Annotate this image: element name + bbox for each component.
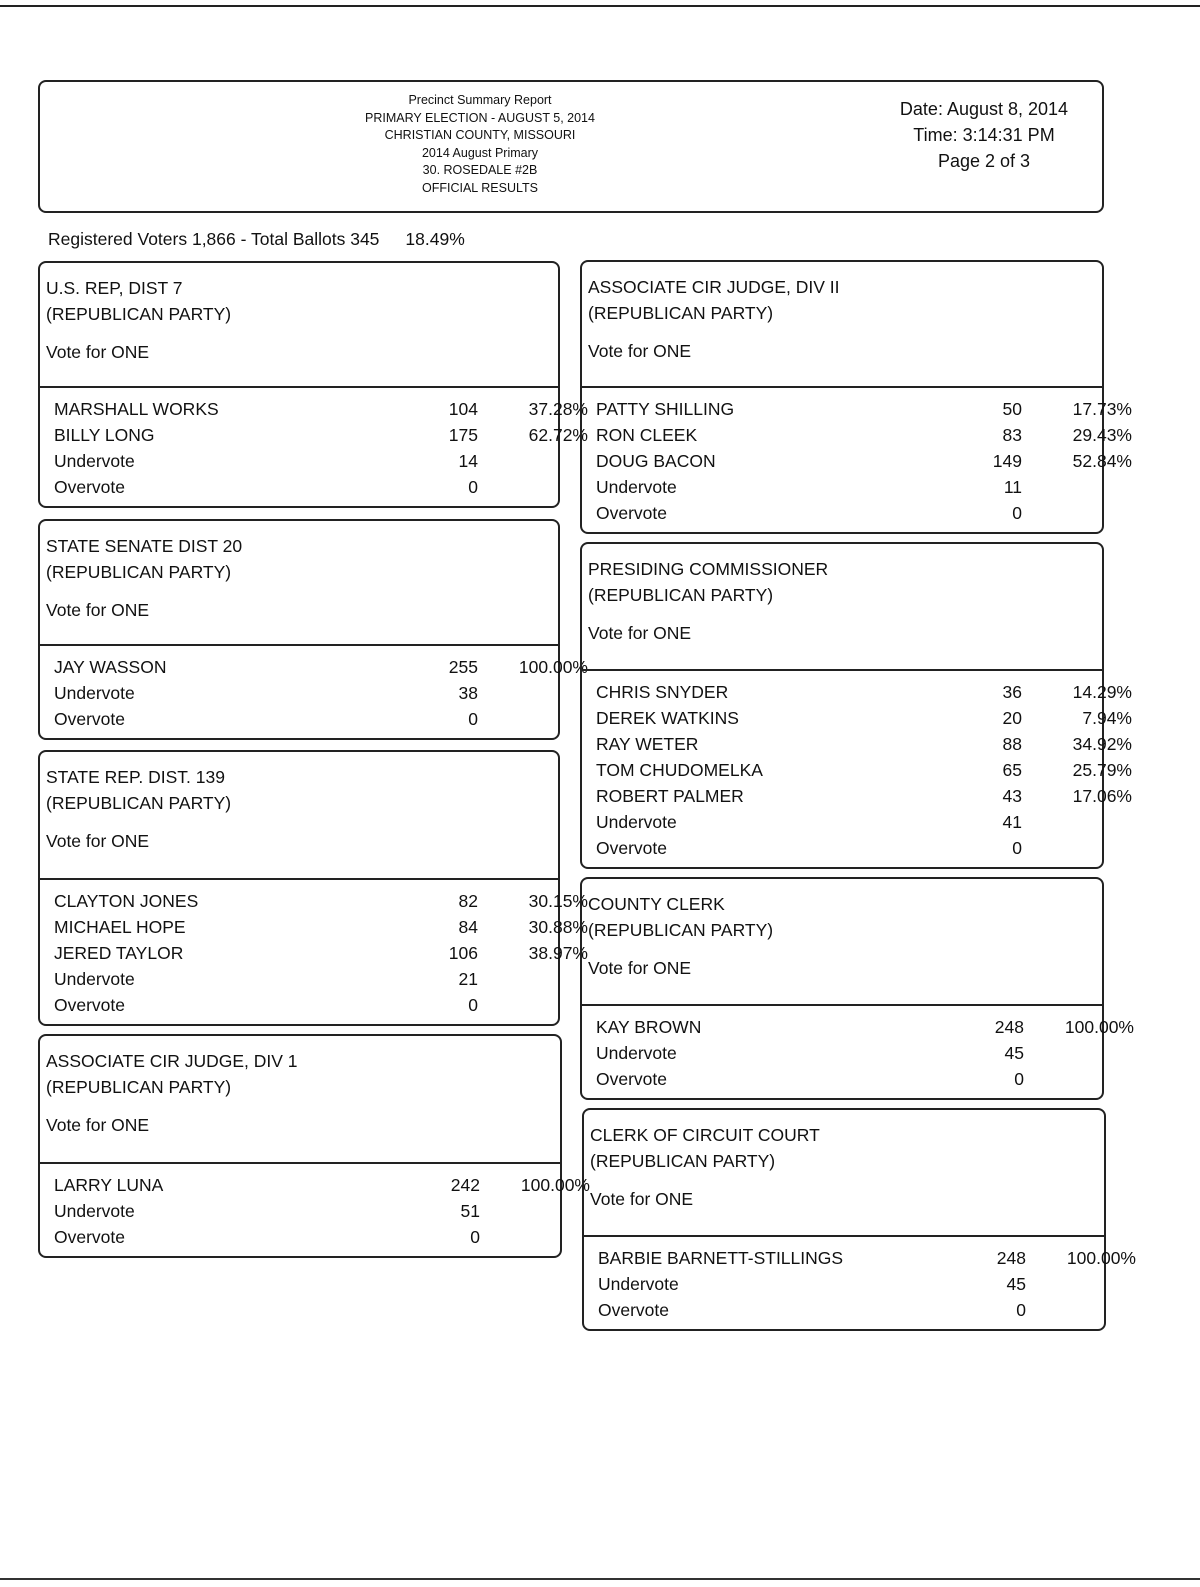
vote-percent: 30.88% [528,917,588,937]
turnout-text: Registered Voters 1,866 - Total Ballots 345 [48,229,380,249]
contest-box-state-rep-dist-139 [38,750,588,1026]
contest-title: CLERK OF CIRCUIT COURT [590,1125,820,1145]
result-row [40,1198,560,1224]
contest-header [582,544,1102,671]
contest-header [40,1036,560,1164]
candidate-name: JAY WASSON [54,657,167,677]
contest-party: (REPUBLICAN PARTY) [588,303,774,323]
candidate-name: Undervote [54,1201,135,1221]
candidate-name: Undervote [596,477,677,497]
vote-count: 242 [450,1175,480,1195]
vote-percent: 25.79% [1072,760,1132,780]
candidate-name: Overvote [596,1069,667,1089]
vote-count: 0 [1016,1300,1026,1320]
contest-header [582,879,1102,1006]
candidate-name: Undervote [54,451,135,471]
vote-count: 51 [460,1201,480,1221]
vote-count: 0 [468,995,478,1015]
contest-vote-for: Vote for ONE [588,958,692,978]
contest-title: STATE REP. DIST. 139 [46,767,225,787]
vote-percent: 100.00% [1064,1017,1134,1037]
contest-header [582,262,1102,388]
vote-count: 0 [1014,1069,1024,1089]
contest-header [584,1110,1104,1237]
contest-box-county-clerk [580,877,1134,1100]
result-row [40,448,558,474]
candidate-name: LARRY LUNA [54,1175,164,1195]
results-status: OFFICIAL RESULTS [422,180,538,195]
contest-vote-for: Vote for ONE [46,1115,150,1135]
contest-vote-for: Vote for ONE [588,341,692,361]
contest-party: (REPUBLICAN PARTY) [588,920,774,940]
result-row [582,474,1102,500]
vote-percent: 30.15% [528,891,588,911]
contest-title: PRESIDING COMMISSIONER [588,559,829,579]
result-row [582,1014,1134,1040]
turnout-percent: 18.49% [405,229,465,249]
contest-party: (REPUBLICAN PARTY) [46,1077,232,1097]
vote-count: 0 [1012,838,1022,858]
result-row [582,705,1132,731]
contest-party: (REPUBLICAN PARTY) [46,304,232,324]
result-row [40,654,588,680]
contest-box-presiding-commissioner [580,542,1132,869]
contest-box-state-senate-dist-20 [38,519,588,740]
vote-percent: 29.43% [1072,425,1132,445]
report-date: Date: August 8, 2014 [899,99,1069,119]
result-row [584,1271,1104,1297]
contest-box-u-s-rep-dist-7 [38,261,588,508]
result-row [40,422,588,448]
vote-count: 14 [458,451,478,471]
result-rows [582,388,1132,526]
candidate-name: DOUG BACON [596,451,716,471]
vote-count: 88 [1002,734,1022,754]
vote-count: 43 [1002,786,1022,806]
result-row [582,809,1102,835]
result-rows [40,646,588,732]
result-row [582,1040,1102,1066]
result-rows [40,880,588,1018]
contest-party: (REPUBLICAN PARTY) [46,562,232,582]
primary-name: 2014 August Primary [421,145,539,160]
vote-count: 255 [448,657,478,677]
vote-count: 0 [470,1227,480,1247]
contest-party: (REPUBLICAN PARTY) [590,1151,776,1171]
candidate-name: MICHAEL HOPE [54,917,186,937]
candidate-name: KAY BROWN [596,1017,702,1037]
vote-percent: 62.72% [528,425,588,445]
candidate-name: Undervote [54,969,135,989]
vote-count: 0 [1012,503,1022,523]
vote-count: 104 [448,399,478,419]
result-row [582,500,1102,526]
result-rows [582,671,1132,861]
vote-percent: 100.00% [518,657,588,677]
vote-percent: 34.92% [1072,734,1132,754]
result-row [40,940,588,966]
vote-percent: 37.28% [528,399,588,419]
contest-title: ASSOCIATE CIR JUDGE, DIV II [588,277,840,297]
candidate-name: Overvote [54,477,125,497]
contest-vote-for: Vote for ONE [588,623,692,643]
candidate-name: Overvote [54,1227,125,1247]
vote-count: 50 [1002,399,1022,419]
contest-header [40,263,558,388]
contest-vote-for: Vote for ONE [46,342,150,362]
report-time: Time: 3:14:31 PM [913,125,1055,145]
result-row [40,914,588,940]
vote-count: 45 [1004,1043,1024,1063]
candidate-name: Overvote [54,709,125,729]
vote-count: 0 [468,709,478,729]
result-row [40,992,558,1018]
vote-count: 45 [1006,1274,1026,1294]
contest-vote-for: Vote for ONE [46,831,150,851]
contest-title: STATE SENATE DIST 20 [46,536,243,556]
result-row [40,966,558,992]
result-rows [40,388,588,500]
vote-count: 20 [1002,708,1022,728]
vote-count: 248 [996,1248,1026,1268]
candidate-name: BARBIE BARNETT-STILLINGS [598,1248,844,1268]
candidate-name: RAY WETER [596,734,699,754]
candidate-name: CHRIS SNYDER [596,682,729,702]
turnout-summary [48,229,465,250]
election-name: PRIMARY ELECTION - AUGUST 5, 2014 [365,110,595,125]
county-name: CHRISTIAN COUNTY, MISSOURI [384,128,576,142]
contest-title: COUNTY CLERK [588,894,725,914]
result-row [40,1172,590,1198]
result-row [40,680,558,706]
result-row [582,448,1132,474]
vote-count: 175 [448,425,478,445]
vote-count: 36 [1002,682,1022,702]
result-rows [584,1237,1136,1323]
vote-percent: 17.06% [1072,786,1132,806]
vote-count: 248 [994,1017,1024,1037]
candidate-name: DEREK WATKINS [596,708,739,728]
contest-title: ASSOCIATE CIR JUDGE, DIV 1 [46,1051,298,1071]
vote-percent: 7.94% [1082,708,1132,728]
result-rows [40,1164,590,1250]
result-row [40,888,588,914]
candidate-name: BILLY LONG [54,425,155,445]
vote-count: 106 [448,943,478,963]
result-row [582,396,1132,422]
vote-count: 83 [1002,425,1022,445]
vote-count: 84 [458,917,478,937]
report-title: Precinct Summary Report [408,93,552,107]
precinct-name: 30. ROSEDALE #2B [422,163,538,177]
candidate-name: TOM CHUDOMELKA [596,760,763,780]
report-header-meta [874,96,1094,174]
candidate-name: Undervote [598,1274,679,1294]
vote-percent: 14.29% [1072,682,1132,702]
candidate-name: RON CLEEK [596,425,698,445]
page-number: Page 2 of 3 [937,151,1031,171]
result-row [584,1297,1104,1323]
vote-count: 21 [458,969,478,989]
result-row [582,422,1132,448]
result-row [40,1224,560,1250]
contest-box-associate-cir-judge-div-1 [38,1034,590,1258]
candidate-name: PATTY SHILLING [596,399,735,419]
result-row [40,474,558,500]
result-row [582,679,1132,705]
contest-party: (REPUBLICAN PARTY) [588,585,774,605]
result-row [582,757,1132,783]
vote-percent: 52.84% [1072,451,1132,471]
contest-box-associate-cir-judge-div-ii [580,260,1132,534]
vote-count: 41 [1002,812,1022,832]
contest-header [40,521,558,646]
candidate-name: MARSHALL WORKS [54,399,219,419]
candidate-name: JERED TAYLOR [54,943,184,963]
result-row [582,1066,1102,1092]
contest-vote-for: Vote for ONE [590,1189,694,1209]
result-row [582,731,1132,757]
top-rule [0,5,1200,7]
vote-count: 65 [1002,760,1022,780]
candidate-name: Overvote [596,838,667,858]
report-header [38,80,1104,213]
contest-box-clerk-of-circuit-court [582,1108,1136,1331]
candidate-name: Overvote [598,1300,669,1320]
vote-percent: 100.00% [520,1175,590,1195]
result-row [582,835,1102,861]
contest-party: (REPUBLICAN PARTY) [46,793,232,813]
result-row [584,1245,1136,1271]
contest-vote-for: Vote for ONE [46,600,150,620]
bottom-rule [0,1578,1200,1580]
result-row [582,783,1132,809]
contest-header [40,752,558,880]
candidate-name: Undervote [596,1043,677,1063]
report-header-center [360,92,600,197]
vote-percent: 100.00% [1066,1248,1136,1268]
vote-percent: 38.97% [528,943,588,963]
vote-count: 0 [468,477,478,497]
candidate-name: Overvote [596,503,667,523]
vote-count: 82 [458,891,478,911]
vote-count: 149 [992,451,1022,471]
candidate-name: Undervote [54,683,135,703]
candidate-name: CLAYTON JONES [54,891,199,911]
candidate-name: Overvote [54,995,125,1015]
result-row [40,396,588,422]
candidate-name: Undervote [596,812,677,832]
vote-percent: 17.73% [1072,399,1132,419]
vote-count: 38 [458,683,478,703]
candidate-name: ROBERT PALMER [596,786,744,806]
vote-count: 11 [1003,477,1022,497]
contest-title: U.S. REP, DIST 7 [46,278,183,298]
result-rows [582,1006,1134,1092]
result-row [40,706,558,732]
